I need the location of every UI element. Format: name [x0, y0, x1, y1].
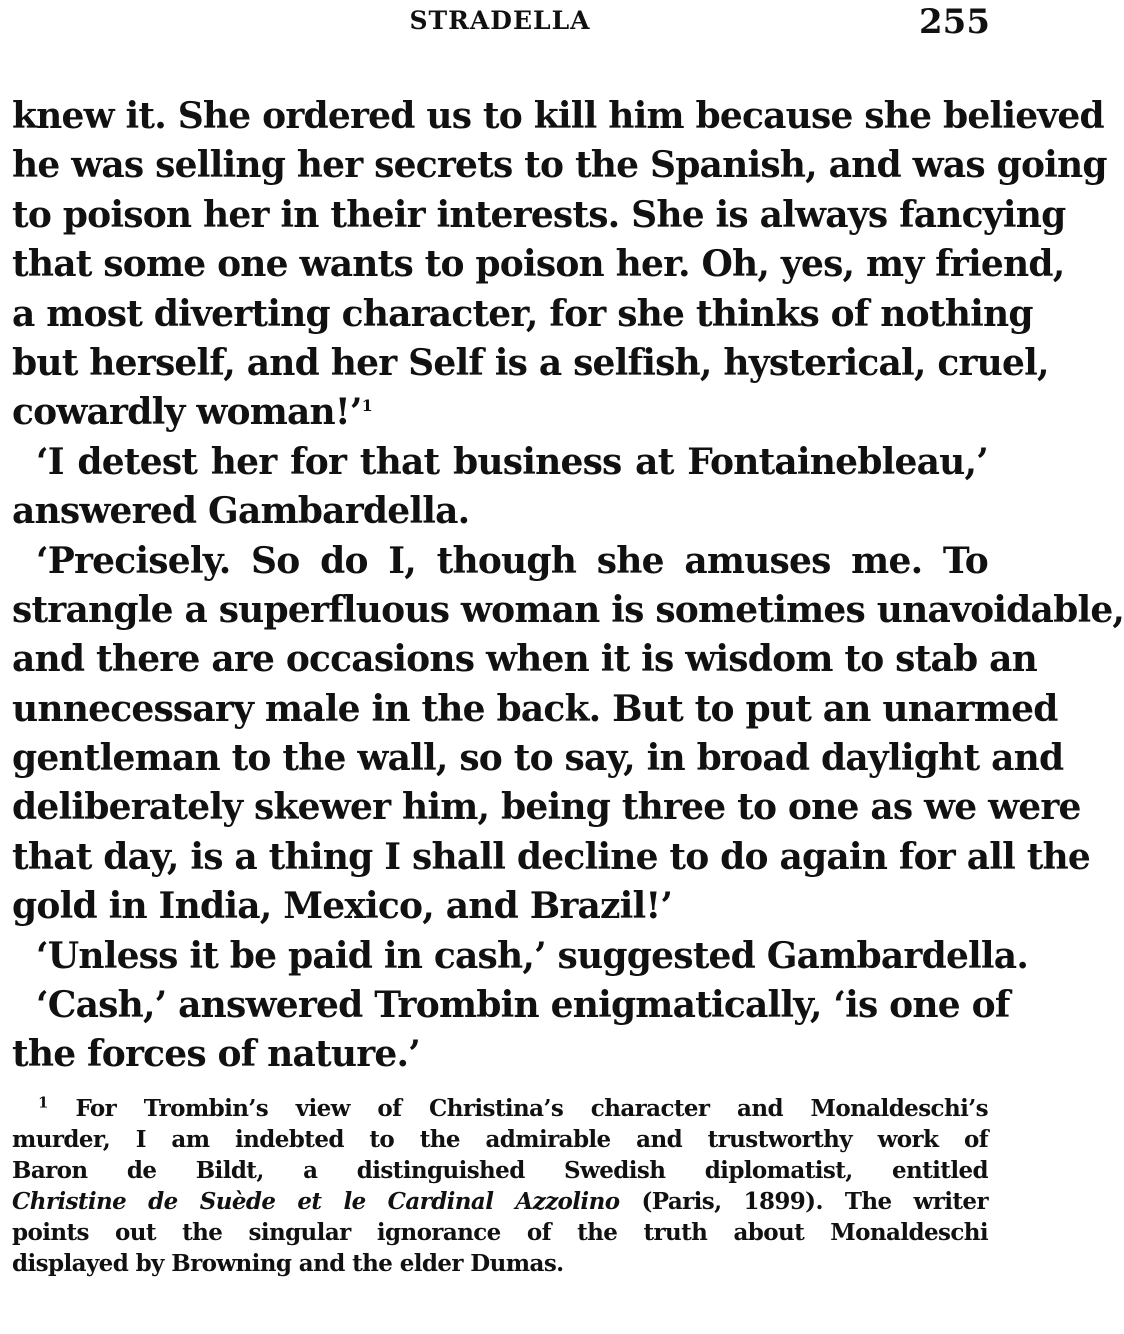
footnote-reference: 1 [361, 396, 372, 416]
page-number: 255 [919, 2, 990, 42]
footnote-line: points out the singular ignorance of the truth about Monaldeschi [12, 1219, 988, 1246]
text-line: cowardly woman!’ [12, 391, 362, 434]
footnote-line: murder, I am indebted to the admirable and trustworthy work of [12, 1126, 988, 1153]
text-line: that day, is a thing I shall decline to do again for all the [12, 835, 1091, 878]
text-line-with-footnote-ref [12, 388, 988, 437]
text-line: ‘Unless it be paid in cash,’ suggested Gambardella. [36, 934, 1029, 977]
text-line: and there are occasions when it is wisdom to stab an [12, 638, 1037, 681]
body-text [12, 92, 1124, 1080]
text-line: but herself, and her Self is a selfish, hysterical, cruel, [12, 341, 1049, 384]
footnote-marker: 1 [38, 1093, 48, 1112]
text-line: he was selling her secrets to the Spanish, and was going [12, 144, 1107, 187]
running-title: STRADELLA [409, 6, 591, 35]
footnote-line: displayed by Browning and the elder Dumas. [12, 1250, 564, 1277]
text-line: gentleman to the wall, so to say, in broad daylight and [12, 737, 1064, 780]
footnote-line: $^1$ For Trombin’s view of Christina’s character and Monaldeschi’s [38, 1093, 988, 1122]
page-header [0, 2, 1000, 48]
text-line: strangle a superfluous woman is sometimes unavoidable, [12, 588, 1124, 631]
text-line: ‘Cash,’ answered Trombin enigmatically, ‘is one of [36, 984, 1010, 1027]
text-line: ‘I detest her for that business at Fontainebleau,’ [36, 440, 988, 483]
text-line: that some one wants to poison her. Oh, yes, my friend, [12, 243, 1065, 286]
text-line: deliberately skewer him, being three to one as we were [12, 786, 1081, 829]
text-line: a most diverting character, for she thinks of nothing [12, 292, 1033, 335]
book-title: Christine de Suède et le Cardinal Azzolino [12, 1188, 620, 1215]
text-line: knew it. She ordered us to kill him because she believed [12, 95, 1104, 137]
text-line: the forces of nature.’ [12, 1033, 421, 1076]
text-line: to poison her in their interests. She is always fancying [12, 193, 1066, 236]
footnote-line: Baron de Bildt, a distinguished Swedish diplomatist, entitled [12, 1157, 988, 1184]
text-line: answered Gambardella. [12, 490, 470, 533]
footnote [12, 1093, 988, 1279]
text-line: ‘Precisely. So do I, though she amuses me. To [36, 539, 988, 582]
text-line: unnecessary male in the back. But to put an unarmed [12, 687, 1058, 730]
text-line: gold in India, Mexico, and Brazil!’ [12, 885, 673, 928]
footnote-line: Christine de Suède et le Cardinal Azzolino (Paris, 1899). The writer [12, 1188, 988, 1215]
